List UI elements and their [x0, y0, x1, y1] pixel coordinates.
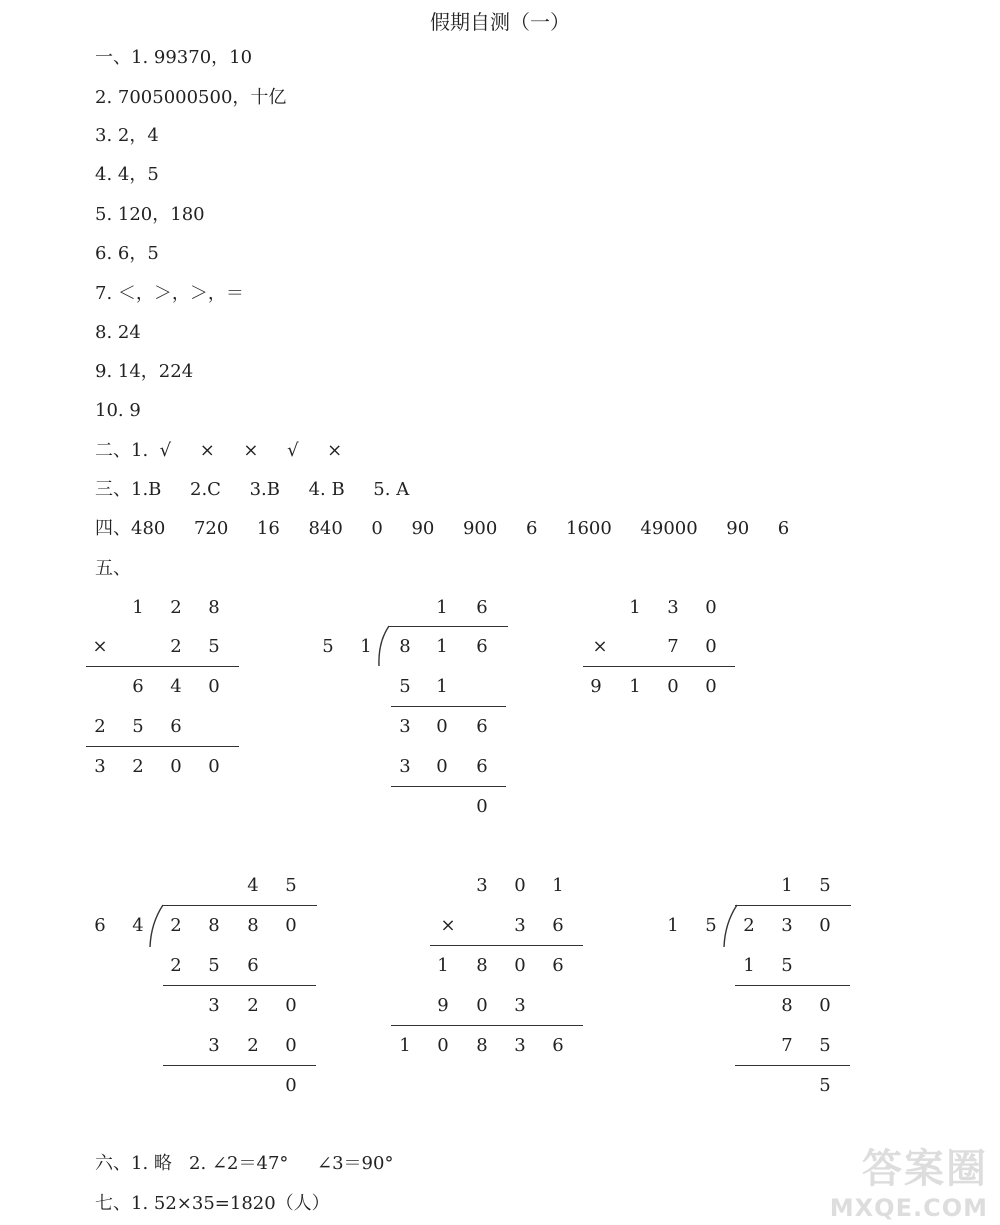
- digit: 5: [208, 636, 220, 657]
- digit: 8: [247, 915, 259, 936]
- digit: 1: [629, 597, 641, 618]
- digit: 5: [819, 1075, 831, 1096]
- digit: 8: [399, 636, 411, 657]
- digit: 0: [705, 676, 717, 697]
- answer-line: 7. ＜，＞，＞，＝: [95, 283, 244, 304]
- division-bracket-line: [162, 905, 317, 906]
- digit: 4: [132, 915, 144, 936]
- digit: 6: [552, 915, 564, 936]
- answer-line: 3. 2，4: [95, 125, 159, 146]
- digit: 4: [247, 875, 259, 896]
- answer-line: 10. 9: [95, 400, 141, 421]
- division-bracket: [148, 903, 166, 949]
- answer-line: 四、480 720 16 840 0 90 900 6 1600 49000 90 6: [95, 518, 790, 539]
- digit: 6: [476, 636, 488, 657]
- divider-line: [735, 1065, 850, 1066]
- digit: 8: [781, 995, 793, 1016]
- digit: 0: [705, 597, 717, 618]
- digit: 2: [170, 915, 182, 936]
- digit: 2: [743, 915, 755, 936]
- answer-line: 七、1. 52×35=1820（人）: [95, 1193, 330, 1214]
- divider-line: [163, 1065, 316, 1066]
- digit: 1: [743, 955, 755, 976]
- digit: 6: [552, 1035, 564, 1056]
- digit: 5: [705, 915, 717, 936]
- digit: 0: [476, 995, 488, 1016]
- digit: 3: [399, 756, 411, 777]
- divider-line: [163, 985, 316, 986]
- digit: 6: [476, 597, 488, 618]
- digit: 3: [476, 875, 488, 896]
- digit: 0: [285, 915, 297, 936]
- digit: 2: [170, 955, 182, 976]
- divider-line: [86, 666, 239, 667]
- answer-line: 9. 14，224: [95, 361, 194, 382]
- digit: 6: [476, 716, 488, 737]
- digit: 6: [170, 716, 182, 737]
- digit: 0: [285, 995, 297, 1016]
- divider-line: [735, 985, 850, 986]
- digit: 0: [285, 1075, 297, 1096]
- answer-line: 2. 7005000500，十亿: [95, 87, 287, 108]
- digit: 2: [132, 756, 144, 777]
- watermark-url: MXQE.COM: [829, 1194, 988, 1222]
- digit: 8: [208, 597, 220, 618]
- digit: 8: [476, 1035, 488, 1056]
- digit: 1: [629, 676, 641, 697]
- divider-line: [86, 746, 239, 747]
- digit: 5: [132, 716, 144, 737]
- digit: 5: [322, 636, 334, 657]
- answer-line: 二、1. √ × × √ ×: [95, 440, 343, 461]
- answer-line: 5. 120，180: [95, 204, 205, 225]
- watermark-logo: [788, 1137, 988, 1222]
- digit: 4: [170, 676, 182, 697]
- digit: 8: [476, 955, 488, 976]
- digit: 2: [94, 716, 106, 737]
- answer-line: 六、1. 略 2. ∠2＝47° ∠3＝90°: [95, 1153, 394, 1174]
- digit: 1: [436, 597, 448, 618]
- digit: 3: [399, 716, 411, 737]
- digit: 1: [667, 915, 679, 936]
- digit: 3: [781, 915, 793, 936]
- digit: 0: [208, 676, 220, 697]
- division-bracket: [722, 903, 740, 949]
- digit: 1: [781, 875, 793, 896]
- digit: 0: [705, 636, 717, 657]
- digit: 0: [436, 756, 448, 777]
- digit: 0: [285, 1035, 297, 1056]
- digit: 0: [819, 995, 831, 1016]
- digit: 6: [247, 955, 259, 976]
- digit: 2: [170, 636, 182, 657]
- digit: 5: [208, 955, 220, 976]
- digit: 5: [819, 1035, 831, 1056]
- digit: 7: [781, 1035, 793, 1056]
- digit: 5: [285, 875, 297, 896]
- digit: 0: [170, 756, 182, 777]
- digit: 8: [208, 915, 220, 936]
- digit: 5: [819, 875, 831, 896]
- digit: 0: [819, 915, 831, 936]
- digit: 3: [208, 995, 220, 1016]
- answer-line: 4. 4，5: [95, 164, 159, 185]
- digit: 9: [590, 676, 602, 697]
- digit: 0: [436, 716, 448, 737]
- digit: 3: [208, 1035, 220, 1056]
- digit: 3: [514, 915, 526, 936]
- division-bracket: [376, 624, 392, 668]
- answer-line: 五、: [95, 558, 131, 579]
- digit: 7: [667, 636, 679, 657]
- divider-line: [391, 786, 506, 787]
- operator-symbol: ×: [592, 636, 608, 657]
- digit: 0: [514, 955, 526, 976]
- answer-line: 一、1. 99370，10: [95, 47, 253, 68]
- digit: 3: [667, 597, 679, 618]
- digit: 2: [247, 1035, 259, 1056]
- operator-symbol: ×: [92, 636, 108, 657]
- digit: 0: [667, 676, 679, 697]
- answer-line: 6. 6，5: [95, 243, 159, 264]
- division-bracket-line: [735, 905, 851, 906]
- digit: 1: [552, 875, 564, 896]
- digit: 2: [247, 995, 259, 1016]
- divider-line: [583, 666, 735, 667]
- digit: 3: [514, 995, 526, 1016]
- digit: 3: [514, 1035, 526, 1056]
- digit: 1: [399, 1035, 411, 1056]
- digit: 0: [514, 875, 526, 896]
- divider-line: [391, 1025, 583, 1026]
- digit: 1: [360, 636, 372, 657]
- watermark-text: 答案圈: [862, 1146, 988, 1192]
- digit: 0: [476, 796, 488, 817]
- digit: 5: [399, 676, 411, 697]
- digit: 1: [436, 676, 448, 697]
- digit: 5: [781, 955, 793, 976]
- digit: 2: [170, 597, 182, 618]
- digit: 1: [436, 636, 448, 657]
- digit: 0: [437, 1035, 449, 1056]
- answer-line: 三、1.B 2.C 3.B 4. B 5. A: [95, 479, 410, 500]
- digit: 9: [437, 995, 449, 1016]
- digit: 6: [94, 915, 106, 936]
- digit: 6: [476, 756, 488, 777]
- digit: 6: [132, 676, 144, 697]
- answer-line: 8. 24: [95, 322, 141, 343]
- divider-line: [391, 706, 506, 707]
- division-bracket-line: [388, 626, 508, 627]
- digit: 1: [132, 597, 144, 618]
- digit: 0: [208, 756, 220, 777]
- digit: 3: [94, 756, 106, 777]
- operator-symbol: ×: [440, 915, 456, 936]
- digit: 1: [437, 955, 449, 976]
- digit: 6: [552, 955, 564, 976]
- page-title: 假期自测（一）: [430, 10, 570, 34]
- divider-line: [430, 945, 583, 946]
